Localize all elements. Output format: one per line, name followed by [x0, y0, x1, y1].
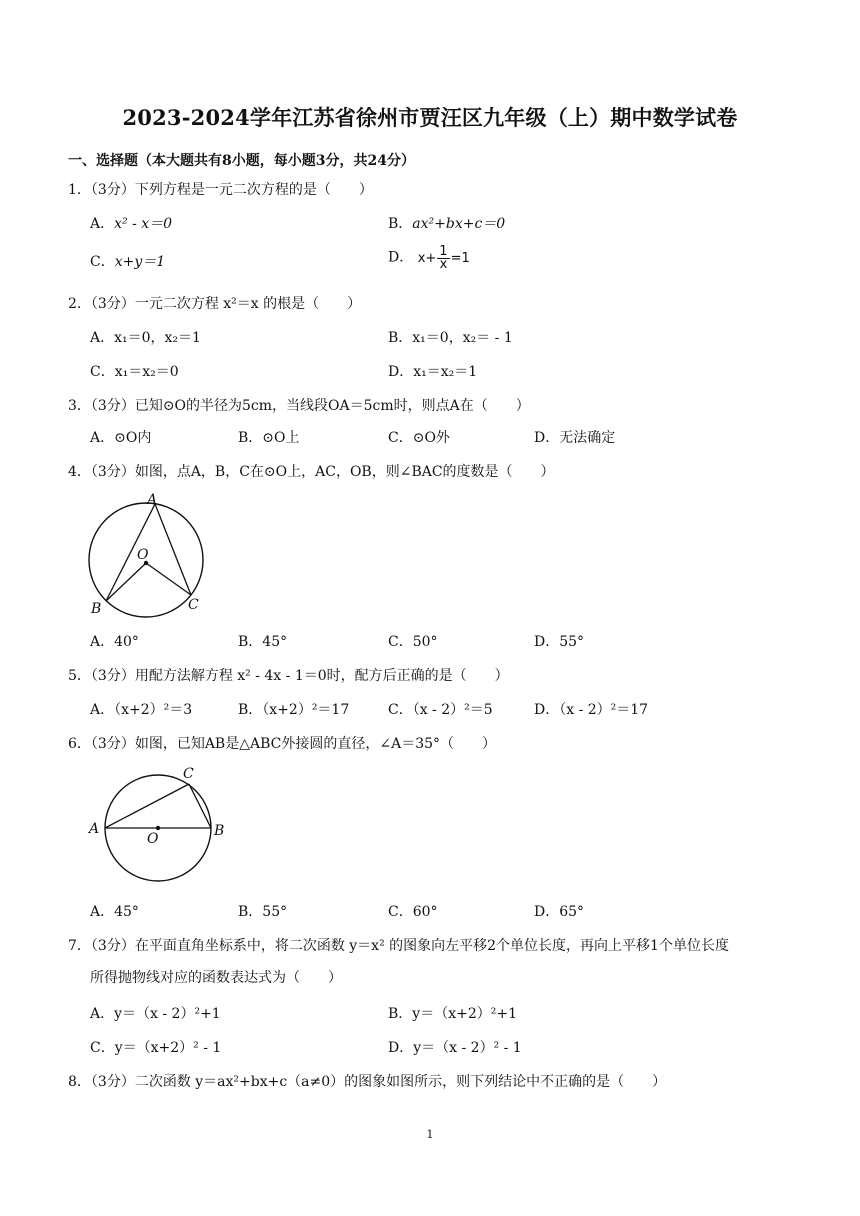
- q2-option-a[interactable]: A．x₁＝0，x₂＝1: [90, 330, 201, 346]
- q3-option-d[interactable]: D．无法确定: [534, 430, 616, 446]
- q1-d-denominator: x: [439, 257, 448, 272]
- question-6-stem: 6．（3分）如图，已知AB是△ABC外接圆的直径，∠A＝35°（ ）: [68, 736, 497, 752]
- question-1-stem: 1．（3分）下列方程是一元二次方程的是（ ）: [68, 182, 373, 198]
- q6-label-a: A: [89, 821, 100, 837]
- q1-option-b-label: B．: [388, 216, 413, 232]
- q1-option-d-label: D．: [388, 249, 414, 266]
- q4-option-a[interactable]: A．40°: [90, 634, 139, 650]
- q1-option-d-formula: [418, 246, 470, 271]
- q1-d-right: =1: [450, 250, 470, 266]
- question-8-stem: 8．（3分）二次函数 y＝ax²+bx+c（a≠0）的图象如图所示，则下列结论中不正确的是（ ）: [68, 1074, 667, 1090]
- q4-label-o: O: [137, 547, 149, 563]
- question-5-stem: 5．（3分）用配方法解方程 x² - 4x - 1＝0时，配方后正确的是（ ）: [68, 668, 509, 684]
- page-title: 2023-2024学年江苏省徐州市贾汪区九年级（上）期中数学试卷: [122, 105, 738, 130]
- question-3-stem: 3．（3分）已知⊙O的半径为5cm，当线段OA＝5cm时，则点A在（ ）: [68, 398, 530, 414]
- q6-label-o: O: [147, 831, 159, 847]
- q3-option-b[interactable]: B．⊙O上: [238, 430, 300, 446]
- question-4-stem: 4．（3分）如图，点A，B，C在⊙O上，AC，OB，则∠BAC的度数是（ ）: [68, 464, 555, 480]
- question-7-stem-line2: 所得抛物线对应的函数表达式为（ ）: [90, 970, 342, 986]
- q2-option-c[interactable]: C．x₁＝x₂＝0: [90, 364, 179, 380]
- q7-option-d[interactable]: D．y＝（x - 2）² - 1: [388, 1040, 522, 1056]
- q7-option-a[interactable]: A．y＝（x - 2）²+1: [90, 1006, 221, 1022]
- q6-label-b: B: [214, 823, 225, 839]
- q1-option-b[interactable]: [388, 214, 505, 234]
- q3-option-c[interactable]: C．⊙O外: [388, 430, 450, 446]
- q1-option-b-text: ax²+bx+c＝0: [412, 216, 506, 232]
- q1-option-a-label: A．: [90, 216, 115, 232]
- q1-option-a-text: x² - x＝0: [114, 216, 173, 232]
- q6-option-a[interactable]: A．45°: [90, 904, 139, 920]
- q1-option-c-label: C．: [90, 254, 115, 270]
- page-number: 1: [426, 1128, 434, 1141]
- q2-option-b[interactable]: B．x₁＝0，x₂＝ - 1: [388, 330, 513, 346]
- q6-label-c: C: [183, 766, 194, 782]
- section-heading: 一、选择题（本大题共有8小题，每小题3分，共24分）: [68, 153, 415, 169]
- q1-option-d[interactable]: [388, 246, 470, 271]
- q6-chord-bc: [189, 784, 211, 828]
- q7-option-c[interactable]: C．y＝（x+2）² - 1: [90, 1040, 222, 1056]
- question-7-stem-line1: 7．（3分）在平面直角坐标系中，将二次函数 y＝x² 的图象向左平移2个单位长度，再向上平移1个单位长度: [68, 938, 729, 954]
- q4-option-b[interactable]: B．45°: [238, 634, 288, 650]
- q4-label-a: A: [147, 492, 158, 508]
- q3-option-a[interactable]: A．⊙O内: [90, 430, 152, 446]
- q4-option-c[interactable]: C．50°: [388, 634, 438, 650]
- q4-option-d[interactable]: D．55°: [534, 634, 585, 650]
- q4-radius-ob: [106, 563, 146, 601]
- q5-option-c[interactable]: C．（x - 2）²＝5: [388, 702, 493, 718]
- q7-option-b[interactable]: B．y＝（x+2）²+1: [388, 1006, 517, 1022]
- q5-option-a[interactable]: A．（x+2）²＝3: [90, 702, 193, 718]
- q4-label-c: C: [188, 597, 199, 613]
- q5-option-d[interactable]: D．（x - 2）²＝17: [534, 702, 649, 718]
- q4-chord-ac: [155, 504, 191, 595]
- q1-d-left: x+: [417, 250, 437, 266]
- q6-option-c[interactable]: C．60°: [388, 904, 438, 920]
- q5-option-b[interactable]: B．（x+2）²＝17: [238, 702, 350, 718]
- q1-option-c[interactable]: [90, 252, 165, 272]
- q4-label-b: B: [91, 601, 102, 617]
- question-2-stem: 2．（3分）一元二次方程 x²＝x 的根是（ ）: [68, 296, 362, 312]
- q1-option-a[interactable]: [90, 214, 172, 234]
- q6-option-b[interactable]: B．55°: [238, 904, 288, 920]
- q6-circle-figure: [82, 762, 232, 892]
- q1-d-numerator: 1: [439, 244, 448, 259]
- q6-center-dot: [156, 826, 160, 830]
- q6-option-d[interactable]: D．65°: [534, 904, 585, 920]
- q4-circle-figure: [84, 490, 214, 620]
- q6-chord-ac: [105, 784, 189, 828]
- q2-option-d[interactable]: D．x₁＝x₂＝1: [388, 364, 478, 380]
- q1-option-c-text: x+y＝1: [114, 254, 166, 270]
